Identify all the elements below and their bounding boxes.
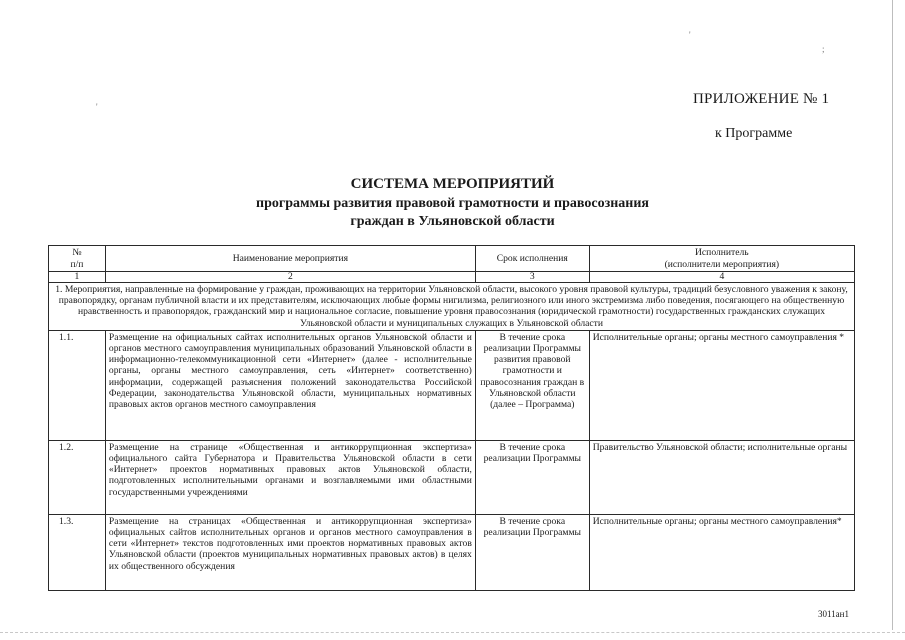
table-row (49, 514, 855, 590)
measure-executor: Правительство Ульяновской области; исполнительные органы (589, 440, 854, 514)
col-header-name (105, 246, 475, 272)
document-subtitle-2: граждан в Ульяновской области (350, 214, 555, 229)
col-header-term (475, 246, 589, 272)
measure-executor: Исполнительные органы; органы местного самоуправления * (589, 330, 854, 440)
section-heading: 1. Мероприятия, направленные на формирование у граждан, проживающих на территории Ульяновской области, высокого уровня правовой культуры, традиций безусловного уважения к закону, правопорядку, органам публичной власти и их представителям, исключающих любые формы нигилизма, религиозного или иного экстремизма либо поведения, посягающего на общественную нравственность и правопорядок, гражданский мир и национальное согласие, повышение уровня правосознания (юридической грамотности) государственных гражданских служащих Ульяновской области и муниципальных служащих в Ульяновской области (49, 283, 855, 331)
document-title: СИСТЕМА МЕРОПРИЯТИЙ (350, 176, 555, 192)
table-row (49, 330, 855, 440)
scan-artifact: ' (689, 30, 691, 40)
row-number: 1.1. (49, 330, 106, 440)
measure-name: Размещение на официальных сайтах исполнительных органов Ульяновской области и органов местного самоуправления муниципальных образований Ульяновской области в информационно-телекоммуникационной сети «Интернет» (далее - исполнительные органы, органы местного самоуправления, сеть «Интернет» соответственно) информации, содержащей разъяснения положений законодательства Российской Федерации, законодательства Ульяновской области, муниципальных нормативных правовых актов органов местного самоуправления (105, 330, 475, 440)
measure-term: В течение срока реализации Программы (475, 514, 589, 590)
table-row (49, 440, 855, 514)
measure-executor: Исполнительные органы; органы местного самоуправления* (589, 514, 854, 590)
bottom-edge-line (0, 632, 905, 633)
header-name-text: Наименование мероприятия (232, 252, 349, 264)
column-number: 3 (475, 272, 589, 283)
col-header-executor (589, 246, 854, 272)
measure-name: Размещение на странице «Общественная и антикоррупционная экспертиза» официального сайта Губернатора и Правительства Ульяновской области в сети «Интернет» проектов нормативных правовых актов Ульяновской области, подготовленных исполнительными органами и возглавляемыми ими областными государственными учреждениями (105, 440, 475, 514)
column-number-row (49, 272, 855, 283)
column-number: 4 (589, 272, 854, 283)
document-code: 3011ан1 (818, 609, 849, 619)
header-executor-text: Исполнитель (исполнители мероприятия) (664, 247, 780, 270)
measures-table (48, 245, 855, 591)
document-subtitle-1: программы развития правовой грамотности и правосознания (256, 196, 649, 211)
column-number: 2 (105, 272, 475, 283)
row-number: 1.3. (49, 514, 106, 590)
column-number: 1 (49, 272, 106, 283)
scan-artifact: ' (96, 102, 98, 112)
header-term-text: Срок исполнения (496, 252, 568, 264)
row-number: 1.2. (49, 440, 106, 514)
measure-term: В течение срока реализации Программы (475, 440, 589, 514)
measure-term: В течение срока реализации Программы развития правовой грамотности и правосознания граждан в Ульяновской области (далее – Программа) (475, 330, 589, 440)
section-row (49, 283, 855, 331)
measure-name: Размещение на страницах «Общественная и антикоррупционная экспертиза» официальных сайтов исполнительных органов и органов местного самоуправления в сети «Интернет» текстов подготовленных ими проектов нормативных правовых актов Ульяновской области (проектов муниципальных нормативных правовых актов) в целях их общественного обсуждения (105, 514, 475, 590)
annex-subtitle: к Программе (715, 126, 793, 141)
scan-artifact: ; (822, 44, 825, 54)
col-header-number (49, 246, 106, 272)
annex-label: ПРИЛОЖЕНИЕ № 1 (693, 91, 830, 107)
header-number-text: № п/п (70, 247, 84, 270)
table-header-row (49, 246, 855, 272)
